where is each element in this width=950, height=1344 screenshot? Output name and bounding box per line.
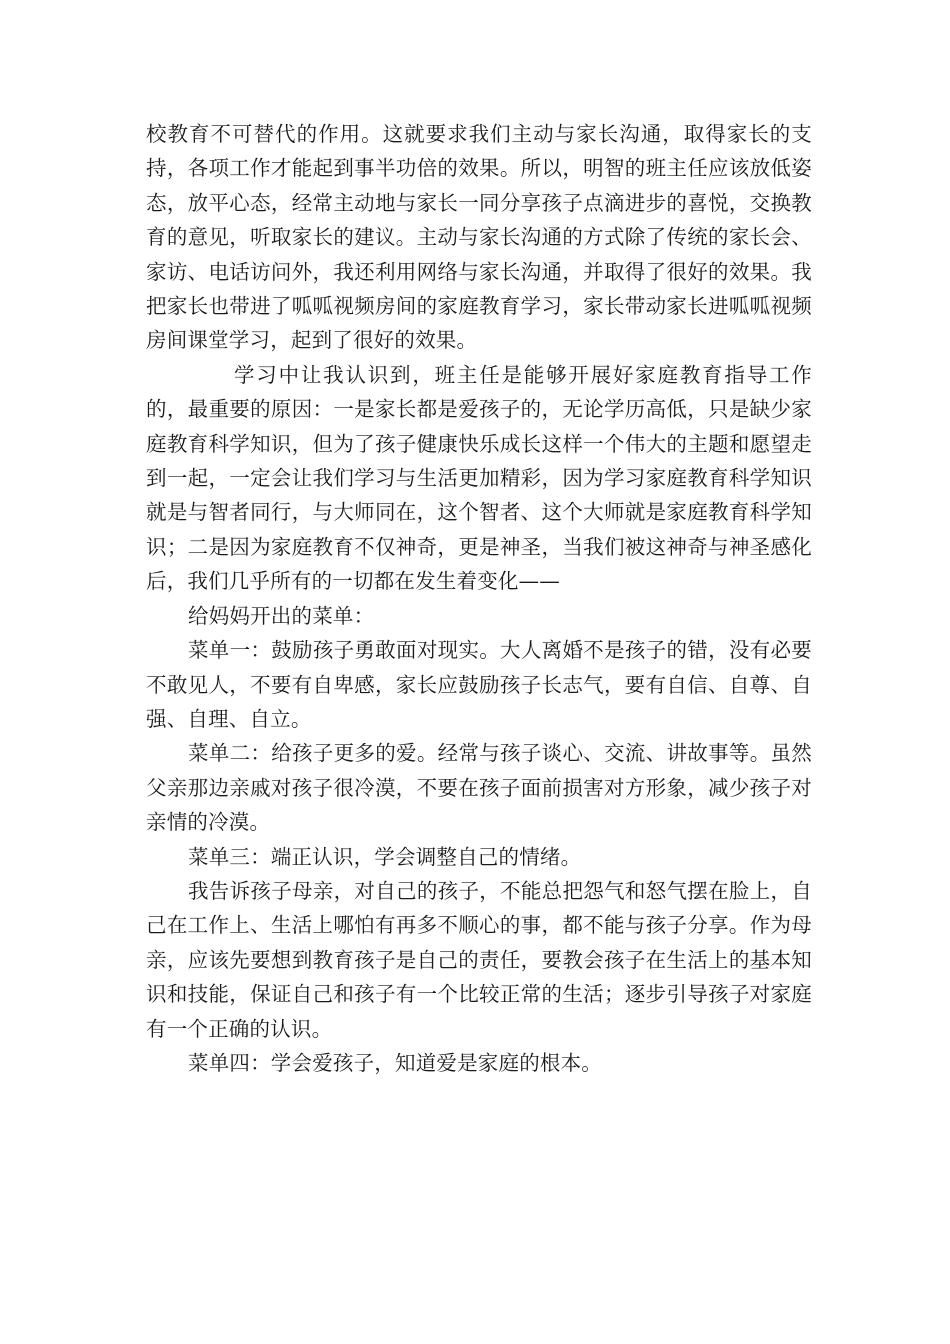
paragraph-8: 菜单四：学会爱孩子，知道爱是家庭的根本。 [188,1050,602,1075]
paragraph-3: 给妈妈开出的菜单： [188,603,375,628]
paragraph-7: 我告诉孩子母亲，对自己的孩子，不能总把怨气和怒气摆在脸上，自己在工作上、生活上哪怕有再多不顺心的事，都不能与孩子分享。作为母亲，应该先要想到教育孩子是自己的责任，要教会孩子在生活上的基本知识和技能，保证自己和孩子有一个比较正常的生活；逐步引导孩子对家庭有一个正确的认识。 [146,878,812,1041]
paragraph-6: 菜单三：端正认识，学会调整自己的情绪。 [188,844,582,869]
paragraph-5: 菜单二：给孩子更多的爱。经常与孩子谈心、交流、讲故事等。虽然父亲那边亲戚对孩子很冷漠，不要在孩子面前损害对方形象，减少孩子对亲情的冷漠。 [146,741,812,835]
document-body [146,117,812,1080]
paragraph-4: 菜单一：鼓励孩子勇敢面对现实。大人离婚不是孩子的错，没有必要不敢见人，不要有自卑感，家长应鼓励孩子长志气，要有自信、自尊、自强、自理、自立。 [146,638,812,731]
paragraph-1: 校教育不可替代的作用。这就要求我们主动与家长沟通，取得家长的支持，各项工作才能起到事半功倍的效果。所以，明智的班主任应该放低姿态，放平心态，经常主动地与家长一同分享孩子点滴进步的喜悦，交换教育的意见，听取家长的建议。主动与家长沟通的方式除了传统的家长会、家访、电话访问外，我还利用网络与家长沟通，并取得了很好的效果。我把家长也带进了呱呱视频房间的家庭教育学习，家长带动家长进呱呱视频房间课堂学习，起到了很好的效果。 [146,122,812,353]
paragraph-2: 学习中让我认识到，班主任是能够开展好家庭教育指导工作的，最重要的原因：一是家长都是爱孩子的，无论学历高低，只是缺少家庭教育科学知识，但为了孩子健康快乐成长这样一个伟大的主题和愿望走到一起，一定会让我们学习与生活更加精彩，因为学习家庭教育科学知识就是与智者同行，与大师同在，这个智者、这个大师就是家庭教育科学知识；二是因为家庭教育不仅神奇，更是神圣，当我们被这神奇与神圣感化后，我们几乎所有的一切都在发生着变化—— [146,362,812,594]
